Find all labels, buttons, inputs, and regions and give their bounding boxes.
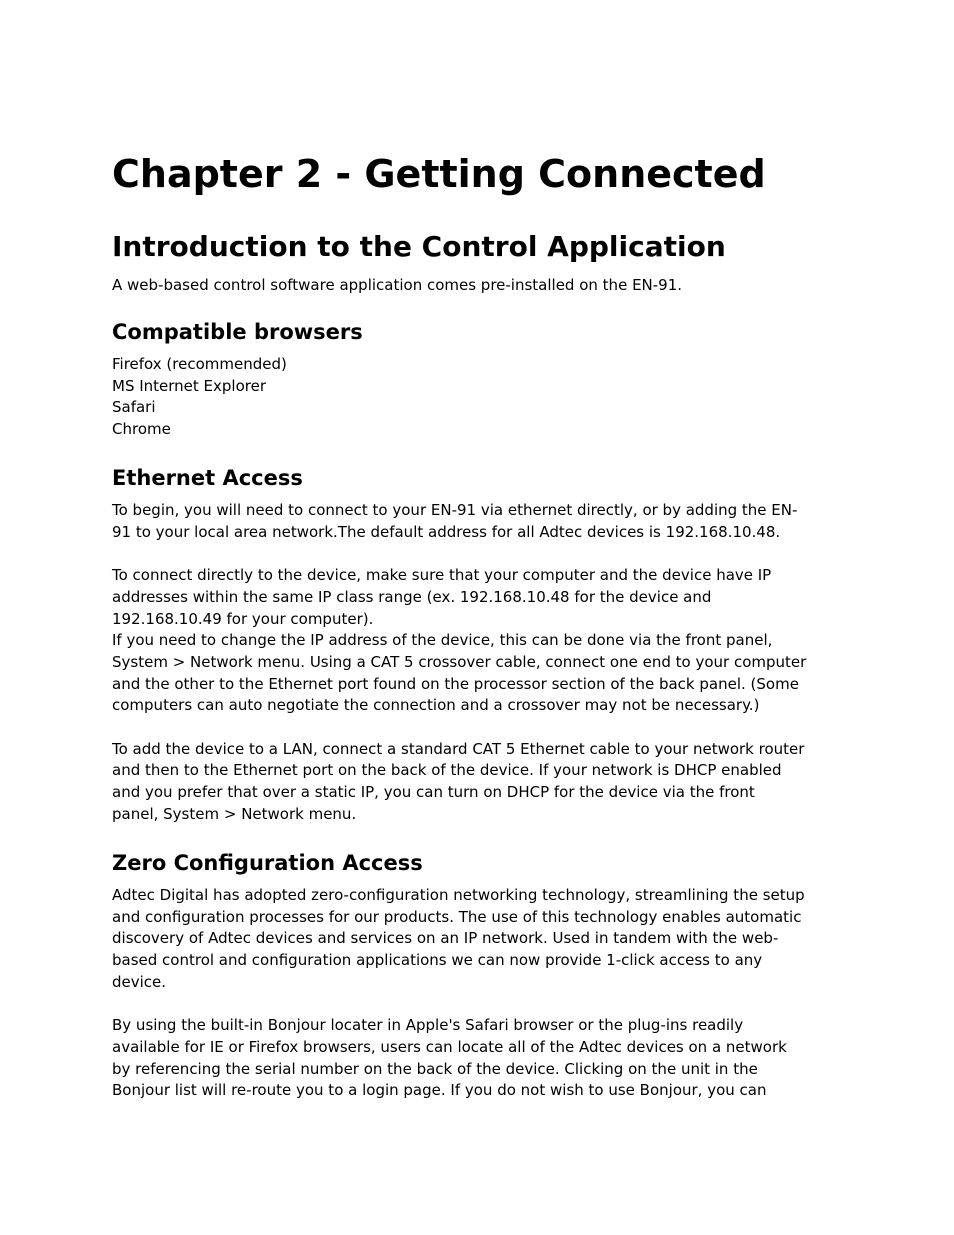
ethernet-p2-line: To connect directly to the device, make sure that your computer and the device have IP [112,566,772,585]
ethernet-p1-line: To begin, you will need to connect to your EN-91 via ethernet directly, or by adding the EN- [112,501,798,519]
zeroconf-p1-line: discovery of Adtec devices and services on an IP network. Used in tandem with the web- [112,929,779,948]
browser-item: Chrome [112,420,171,439]
zeroconf-heading: Zero Configuration Access [112,851,423,875]
ethernet-body [112,500,847,826]
ethernet-p2-line: If you need to change the IP address of the device, this can be done via the front panel, [112,631,773,650]
zeroconf-p1-line: based control and configuration applications we can now provide 1-click access to any [112,951,763,970]
browser-item: Firefox (recommended) [112,355,287,373]
ethernet-p2-line: computers can auto negotiate the connection and a crossover may not be necessary.) [112,696,760,715]
ethernet-p3-line: and you prefer that over a static IP, you can turn on DHCP for the device via the front [112,783,755,802]
browser-item: MS Internet Explorer [112,376,267,395]
ethernet-p2-line: System > Network menu. Using a CAT 5 crossover cable, connect one end to your computer [112,652,807,671]
ethernet-heading: Ethernet Access [112,466,303,490]
ethernet-p2-line: and the other to the Ethernet port found on the processor section of the back panel. (Some [112,674,799,693]
ethernet-p3-line: To add the device to a LAN, connect a standard CAT 5 Ethernet cable to your network router [112,739,805,758]
zeroconf-p2-line: by referencing the serial number on the back of the device. Clicking on the unit in the [112,1059,758,1078]
ethernet-p3-line: and then to the Ethernet port on the back of the device. If your network is DHCP enabled [112,761,782,780]
ethernet-p3-line: panel, System > Network menu. [112,804,357,823]
zeroconf-p1-line: device. [112,972,167,991]
intro-text [112,275,847,297]
browser-item: Safari [112,398,156,417]
zeroconf-p2-line: available for IE or Firefox browsers, users can locate all of the Adtec devices on a network [112,1037,787,1056]
intro-line: A web-based control software application comes pre-installed on the EN-91. [112,276,683,294]
zeroconf-p1-line: Adtec Digital has adopted zero-configuration networking technology, streamlining the setup [112,886,805,904]
browsers-list [112,354,847,441]
zeroconf-p2-line: By using the built-in Bonjour locater in Apple's Safari browser or the plug-ins readily [112,1016,744,1035]
ethernet-p1-line: 91 to your local area network.The default address for all Adtec devices is 192.168.10.48. [112,522,781,541]
chapter-title: Chapter 2 - Getting Connected [112,152,766,196]
browsers-heading: Compatible browsers [112,320,363,344]
zeroconf-body [112,885,847,1102]
intro-heading: Introduction to the Control Application [112,230,726,263]
ethernet-p2-line: addresses within the same IP class range (ex. 192.168.10.48 for the device and [112,587,712,606]
zeroconf-p1-line: and configuration processes for our products. The use of this technology enables automatic [112,907,802,926]
ethernet-p2-line: 192.168.10.49 for your computer). [112,609,374,628]
zeroconf-p2-line: Bonjour list will re-route you to a login page. If you do not wish to use Bonjour, you can [112,1081,767,1100]
